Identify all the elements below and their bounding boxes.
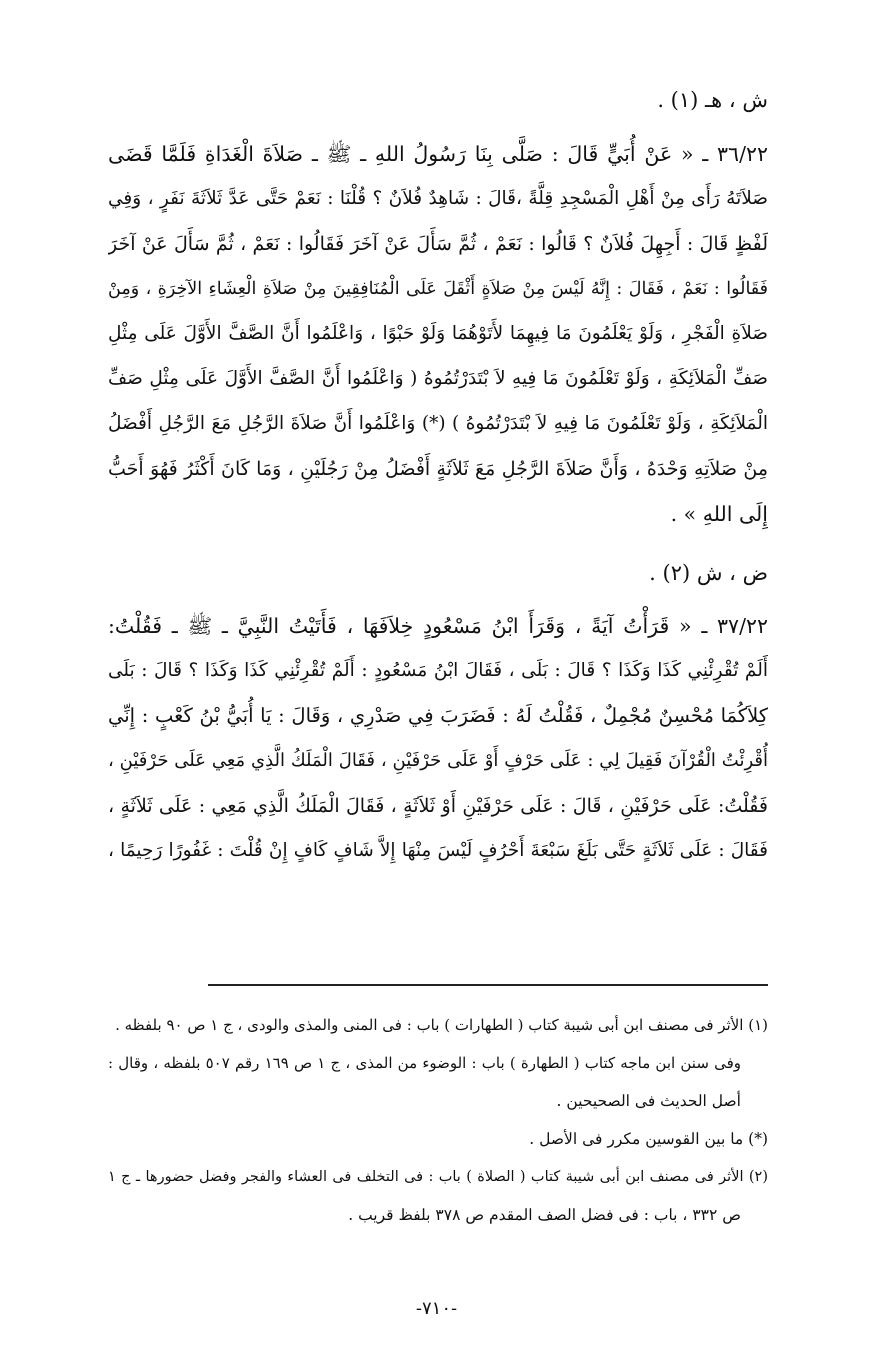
source-reference-2: ض ، ش (٢) . xyxy=(649,561,768,585)
hadith-36-line-7: الْمَلاَئِكَةِ ، وَلَوْ تَعْلَمُونَ مَا فِيهِ لاَ بْتَدَرْتُمُوهُ ) (*) وَاعْلَمُوا أَنَّ صَلاَةَ الرَّجُلِ مَعَ الرَّجُلِ أَفْضَلُ xyxy=(108,413,768,434)
footnote-1-continuation-2: أصل الحديث فى الصحيحين . xyxy=(556,1092,741,1110)
footnote-2: (٢) الأثر فى مصنف ابن أبى شيبة كتاب ( الصلاة ) باب : فى التخلف فى العشاء والفجر وفضل حضورها ـ ج ١ xyxy=(108,1169,768,1185)
hadith-37-line-6: فَقَالَ : عَلَى ثَلاَثَةٍ حَتَّى بَلَغَ سَبْعَةَ أَحْرُفٍ لَيْسَ مِنْهَا إِلاَّ شَافٍ كَافٍ إِنْ قُلْتَ : غَفُورًا رَحِيمًا ، xyxy=(108,840,768,861)
hadith-37-line-2: أَلَمْ تُقْرِئْنِي كَذَا وَكَذَا ؟ قَالَ : بَلَى ، فَقَالَ ابْنُ مَسْعُودٍ : أَلَمْ تُقْرِئْنِي كَذَا وَكَذَا ؟ قَالَ : بَلَى xyxy=(108,660,768,681)
footnote-asterisk: (*) ما بين القوسين مكرر فى الأصل . xyxy=(529,1130,768,1148)
hadith-36-line-6: صَفِّ الْمَلاَئِكَةِ ، وَلَوْ تَعْلَمُونَ مَا فِيهِ لاَ بْتَدَرْتُمُوهُ ( وَاعْلَمُوا أَنَّ الصَّفَّ الأَوَّلَ عَلَى مِثْلِ صَفِّ xyxy=(108,368,768,389)
page-number: -٧١٠- xyxy=(415,1298,458,1319)
hadith-36-line-8: مِنْ صَلاَتِهِ وَحْدَهُ ، وَأَنَّ صَلاَةَ الرَّجُلِ مَعَ ثَلاَثَةٍ أَفْضَلُ مِنْ رَجُلَيْنِ ، وَمَا كَانَ أَكْثَرُ فَهُوَ أَحَبُّ xyxy=(108,458,768,480)
footnote-2-continuation: ص ٣٣٢ ، باب : فى فضل الصف المقدم ص ٣٧٨ بلفظ قريب . xyxy=(348,1206,741,1224)
source-reference-1: ش ، هـ (١) . xyxy=(657,88,768,112)
hadith-37-line-1: ٣٧/٢٢ ـ « قَرَأْتُ آيَةً ، وَقَرَأَ ابْنُ مَسْعُودٍ خِلاَفَهَا ، فَأَتَيْتُ النَّبِيَّ ـ ﷺ ـ فَقُلْتُ: xyxy=(108,614,768,638)
hadith-37-line-5: فَقُلْتُ: عَلَى حَرْفَيْنِ ، قَالَ : عَلَى حَرْفَيْنِ أَوْ ثَلاَثَةٍ ، فَقَالَ الْمَلَكُ الَّذِي مَعِي : عَلَى ثَلاَثَةٍ ، xyxy=(108,795,768,817)
hadith-36-line-5: صَلاَةِ الْفَجْرِ ، وَلَوْ يَعْلَمُونَ مَا فِيهِمَا لأَتَوْهُمَا وَلَوْ حَبْوًا ، وَاعْلَمُوا أَنَّ الصَّفَّ الأَوَّلَ عَلَى مِثْلِ xyxy=(108,323,768,344)
footnote-divider xyxy=(208,984,768,986)
hadith-36-line-1: ٣٦/٢٢ ـ « عَنْ أُبَيٍّ قَالَ : صَلَّى بِنَا رَسُولُ اللهِ ـ ﷺ ـ صَلاَةَ الْغَدَاةِ فَلَمَّا قَضَى xyxy=(108,142,768,166)
hadith-36-line-3: لَفْظٍ قَالَ : أَجِهِلَ فُلاَنٌ ؟ قَالُوا : نَعَمْ ، ثُمَّ سَأَلَ عَنْ آخَرَ فَقَالُوا : نَعَمْ ، ثُمَّ سَأَلَ عَنْ آخَرَ xyxy=(108,233,768,255)
footnote-1: (١) الأثر فى مصنف ابن أبى شيبة كتاب ( الطهارات ) باب : فى المنى والمذى والودى ، ج ١ ص ٩٠ بلفظه . xyxy=(115,1016,768,1034)
hadith-36-line-2: صَلاَتَهُ رَأَى مِنْ أَهْلِ الْمَسْجِدِ قِلَّةً ،قَالَ : شَاهِدٌ فُلاَنٌ ؟ قُلْنَا : نَعَمْ حَتَّى عَدَّ ثَلاَثَةَ نَفَرٍ ، وَفِي xyxy=(108,188,768,209)
hadith-37-line-4: أُقْرِئْتُ الْقُرْآنَ فَقِيلَ لِي : عَلَى حَرْفٍ أَوْ عَلَى حَرْفَيْنِ ، فَقَالَ الْمَلَكُ الَّذِي مَعِي عَلَى حَرْفَيْنِ ، xyxy=(108,750,768,771)
hadith-36-line-9: إِلَى اللهِ » . xyxy=(670,502,768,526)
footnote-1-continuation: وفى سنن ابن ماجه كتاب ( الطهارة ) باب : الوضوء من المذى ، ج ١ ص ١٦٩ رقم ٥٠٧ بلفظه ، وقال : xyxy=(108,1054,741,1072)
hadith-36-line-4: فَقَالُوا : نَعَمْ ، فَقَالَ : إِنَّهُ لَيْسَ مِنْ صَلاَةٍ أَثْقَلَ عَلَى الْمُنَافِقِينَ مِنْ صَلاَةِ الْعِشَاءِ الآخِرَةِ ، وَمِنْ xyxy=(108,279,768,299)
hadith-37-line-3: كِلاَكُمَا مُحْسِنٌ مُجْمِلٌ ، فَقُلْتُ لَهُ : فَضَرَبَ فِي صَدْرِي ، وَقَالَ : يَا أُبَيُّ بْنُ كَعْبٍ : إِنِّي xyxy=(108,704,768,727)
